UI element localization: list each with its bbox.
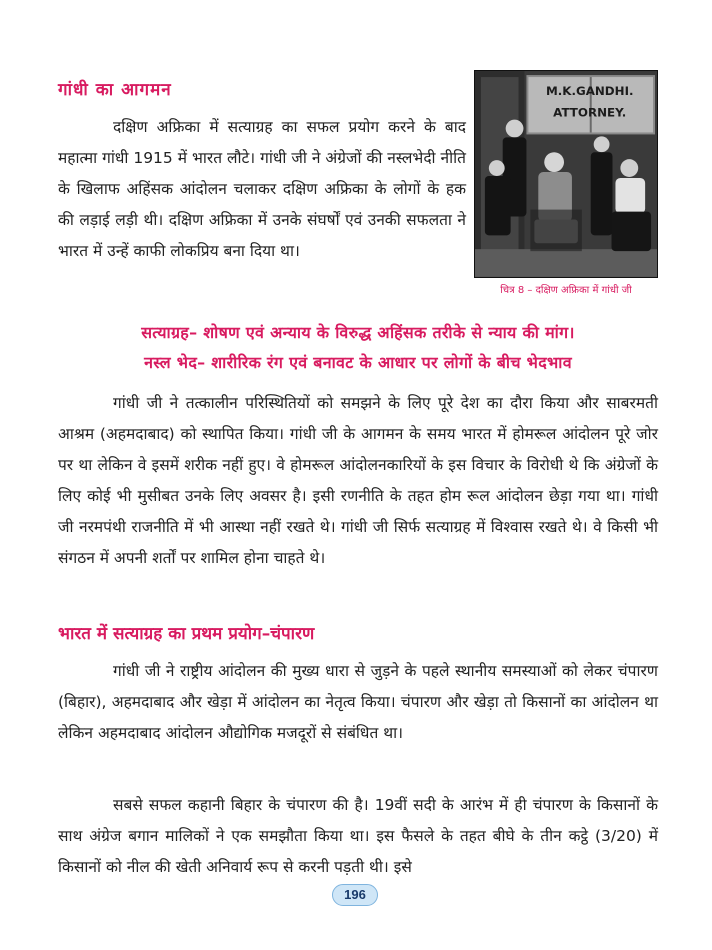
sign-text-title: ATTORNEY. — [553, 105, 627, 120]
gandhi-south-africa-photo — [474, 70, 658, 278]
page-number: 196 — [332, 884, 378, 906]
definitions-box — [58, 318, 658, 378]
paragraph-champaran-intro: गांधी जी ने राष्ट्रीय आंदोलन की मुख्य धारा से जुड़ने के पहले स्थानीय समस्याओं को लेकर चंपारण (बिहार), अहमदाबाद और खेड़ा में आंदोलन का नेतृत्व किया। चंपारण और खेड़ा तो किसानों का आंदोलन था लेकिन अहमदाबाद आंदोलन औद्योगिक मजदूरों से संबंधित था। — [58, 662, 658, 742]
figure-caption: चित्र 8 – दक्षिण अफ्रिका में गांधी जी — [500, 285, 632, 296]
section-heading-gandhi-arrival: गांधी का आगमन — [58, 80, 172, 100]
paragraph-gandhi-tour: गांधी जी ने तत्कालीन परिस्थितियों को समझने के लिए पूरे देश का दौरा किया और साबरमती आश्रम (अहमदाबाद) को स्थापित किया। गांधी जी के आगमन के समय भारत में होमरूल आंदोलन पूरे जोर पर था लेकिन वे इसमें शरीक नहीं हुए। वे होमरूल आंदोलनकारियों के इस विचार के विरोधी थे कि अंग्रेजों के लिए कोई भी मुसीबत उनके लिए अवसर है। इसी रणनीति के तहत होम रूल आंदोलन छेड़ा गया था। गांधी जी नरमपंथी राजनीति में भी आस्था नहीं रखते थे। गांधी जी सिर्फ सत्याग्रह में विश्वास रखते थे। वे किसी भी संगठन में अपनी शर्तों पर शामिल होना चाहते थे। — [58, 394, 658, 567]
paragraph-gandhi-arrival: दक्षिण अफ्रिका में सत्याग्रह का सफल प्रयोग करने के बाद महात्मा गांधी 1915 में भारत लौटे। गांधी जी ने अंग्रेजों की नस्लभेदी नीति के खिलाफ अहिंसक आंदोलन चलाकर दक्षिण अफ्रिका के लोगों के हक की लड़ाई लड़ी थी। दक्षिण अफ्रिका में उनके संघर्षों एवं उनकी सफलता ने भारत में उन्हें काफी लोकप्रिय बना दिया था। — [58, 118, 466, 260]
definition-satyagraha: सत्याग्रह– शोषण एवं अन्याय के विरुद्ध अहिंसक तरीके से न्याय की मांग। — [141, 323, 575, 342]
sign-text-name: M.K.GANDHI. — [545, 83, 634, 98]
section-heading-champaran: भारत में सत्याग्रह का प्रथम प्रयोग–चंपारण — [58, 624, 315, 644]
definition-nasal-bhed: नस्ल भेद– शारीरिक रंग एवं बनावट के आधार पर लोगों के बीच भेदभाव — [144, 353, 572, 372]
paragraph-champaran-story: सबसे सफल कहानी बिहार के चंपारण की है। 19वीं सदी के आरंभ में ही चंपारण के किसानों के साथ अंग्रेज बगान मालिकों ने एक समझौता किया था। इस फैसले के तहत बीघे के तीन कट्ठे (3/20) में किसानों को नील की खेती अनिवार्य रूप से करनी पड़ती थी। इसे — [58, 796, 658, 876]
